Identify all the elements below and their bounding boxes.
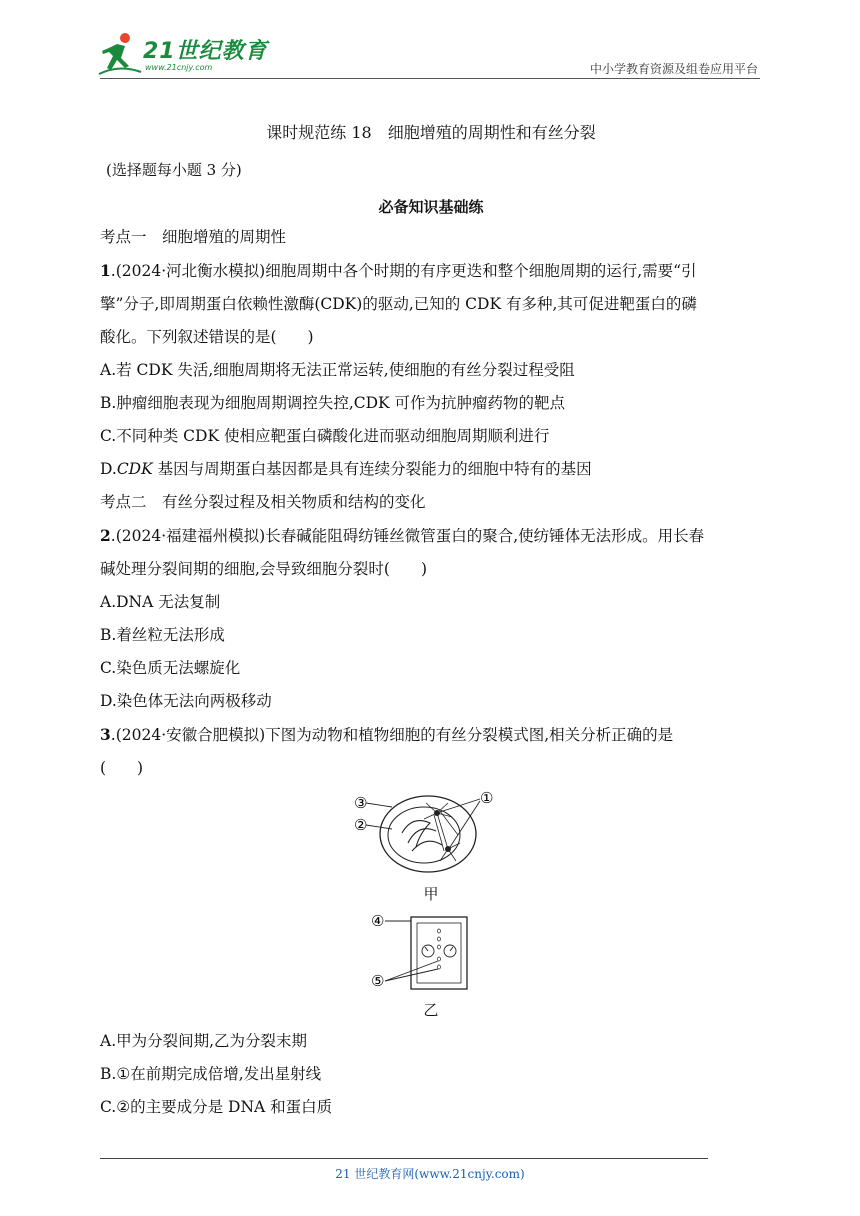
question-3-stem-text: .(2024·安徽合肥模拟)下图为动物和植物细胞的有丝分裂模式图,相关分析正确的是	[110, 726, 674, 744]
question-2-option-c[interactable]: C.染色质无法螺旋化	[100, 659, 241, 677]
question-1-option-b[interactable]: B.肿瘤细胞表现为细胞周期调控失控,CDK 可作为抗肿瘤药物的靶点	[100, 394, 566, 412]
question-3-option-c[interactable]: C.②的主要成分是 DNA 和蛋白质	[100, 1098, 333, 1116]
question-3-stem-line-2: ( )	[100, 759, 144, 777]
label-2: ②	[354, 816, 368, 834]
question-3-number: 3	[100, 725, 111, 744]
question-2-stem-text: .(2024·福建福州模拟)长春碱能阻碍纺锤丝微管蛋白的聚合,使纺锤体无法形成。用长春	[110, 527, 705, 545]
question-1-stem-line-3: 酸化。下列叙述错误的是( )	[100, 328, 314, 346]
question-2-option-b[interactable]: B.着丝粒无法形成	[100, 626, 225, 644]
figure-animal-cell	[100, 789, 762, 905]
option-d-prefix: D.	[100, 460, 117, 478]
footer-divider	[100, 1158, 708, 1159]
question-2	[100, 519, 762, 718]
question-2-option-a[interactable]: A.DNA 无法复制	[100, 593, 221, 611]
label-3: ③	[354, 794, 368, 812]
figure-plant-cell	[100, 911, 762, 1021]
figure-caption-animal: 甲	[423, 885, 439, 903]
score-note: (选择题每小题 3 分)	[106, 161, 242, 179]
header-platform-text: 中小学教育资源及组卷应用平台	[589, 62, 758, 76]
option-d-text: 基因与周期蛋白基因都是具有连续分裂能力的细胞中特有的基因	[152, 460, 592, 478]
logo-url: www.21cnjy.com	[145, 63, 213, 72]
question-1-stem-text: .(2024·河北衡水模拟)细胞周期中各个时期的有序更迭和整个细胞周期的运行,需要“引	[110, 262, 697, 280]
question-2-stem-line-1	[100, 519, 762, 553]
question-1-stem-line-1	[100, 254, 762, 288]
question-3-stem-line-1	[100, 718, 762, 752]
page-header	[0, 0, 860, 90]
label-1: ①	[480, 789, 494, 807]
question-2-option-d[interactable]: D.染色体无法向两极移动	[100, 692, 272, 710]
knowledge-point-2: 考点二 有丝分裂过程及相关物质和结构的变化	[100, 493, 426, 511]
label-5: ⑤	[371, 972, 385, 990]
question-2-number: 2	[100, 526, 111, 545]
question-3-option-b[interactable]: B.①在前期完成倍增,发出星射线	[100, 1065, 322, 1083]
question-1-option-a[interactable]: A.若 CDK 失活,细胞周期将无法正常运转,使细胞的有丝分裂过程受阻	[100, 361, 575, 379]
question-1-option-d[interactable]	[100, 453, 762, 486]
question-3	[100, 718, 762, 1124]
header-divider	[100, 78, 760, 79]
question-1	[100, 254, 762, 486]
site-logo[interactable]	[95, 30, 268, 80]
option-d-gene-italic: CDK	[116, 460, 153, 478]
document-body	[100, 108, 762, 1124]
figure-caption-plant: 乙	[423, 1001, 439, 1019]
logo-title: 21世纪教育	[143, 39, 268, 64]
question-3-option-a[interactable]: A.甲为分裂间期,乙为分裂末期	[100, 1032, 308, 1050]
runner-logo-icon	[95, 30, 143, 78]
question-1-number: 1	[100, 261, 111, 280]
knowledge-point-1: 考点一 细胞增殖的周期性	[100, 228, 287, 246]
label-4: ④	[371, 912, 385, 930]
animal-cell-diagram	[356, 789, 506, 879]
question-2-stem-line-2: 碱处理分裂间期的细胞,会导致细胞分裂时( )	[100, 560, 428, 578]
question-1-option-c[interactable]: C.不同种类 CDK 使相应靶蛋白磷酸化进而驱动细胞周期顺利进行	[100, 427, 550, 445]
footer-link[interactable]: 21 世纪教育网(www.21cnjy.com)	[335, 1167, 525, 1181]
question-1-stem-line-2: 擎”分子,即周期蛋白依赖性激酶(CDK)的驱动,已知的 CDK 有多种,其可促进靶蛋白的磷	[100, 295, 697, 313]
plant-cell-diagram	[371, 911, 491, 991]
page-title: 课时规范练 18 细胞增殖的周期性和有丝分裂	[266, 123, 596, 142]
section-heading: 必备知识基础练	[378, 198, 484, 216]
